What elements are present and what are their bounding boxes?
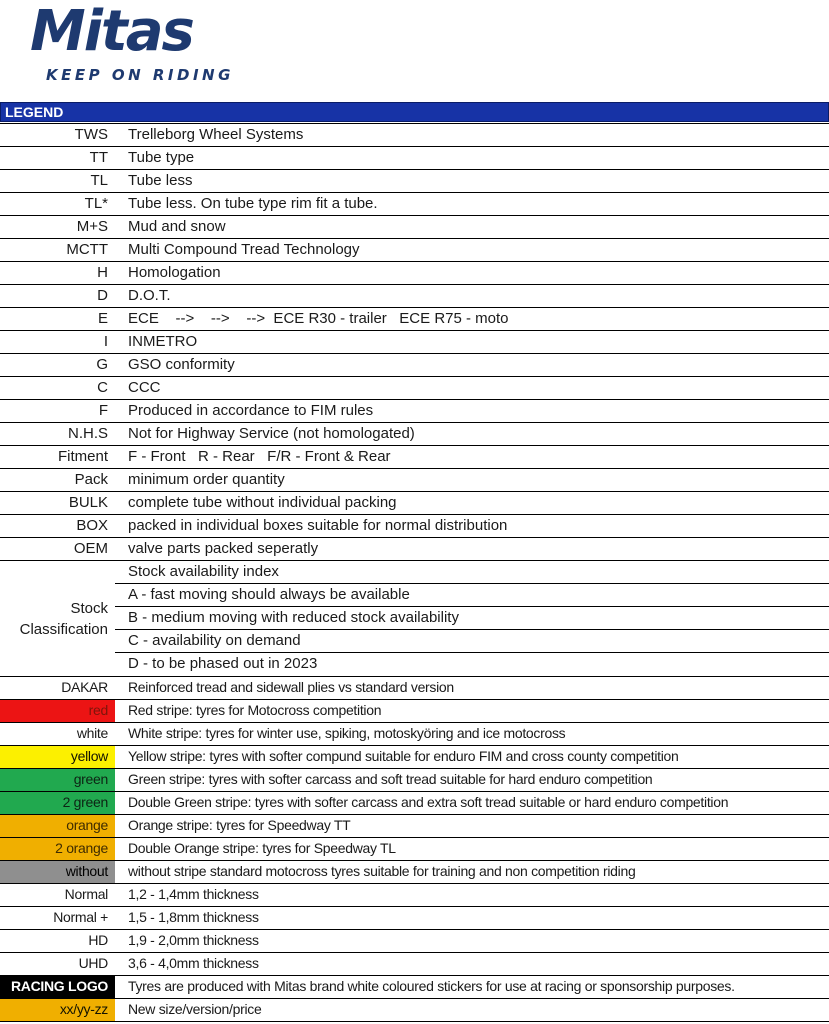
- row-code: D: [97, 287, 108, 304]
- table-row: [0, 815, 829, 838]
- table-row: [0, 953, 829, 976]
- table-row: [0, 930, 829, 953]
- row-code: green: [0, 769, 115, 791]
- row-desc: Yellow stripe: tyres with softer compund suitable for enduro FIM and cross county competition: [128, 748, 679, 764]
- row-desc: ECE --> --> --> ECE R30 - trailer ECE R75 - moto: [128, 310, 509, 327]
- stock-classification-subrow: C - availability on demand: [115, 630, 829, 653]
- row-code: 2 green: [0, 792, 115, 814]
- legend-table: [0, 123, 829, 1022]
- row-desc: without stripe standard motocross tyres suitable for training and non competition riding: [128, 863, 636, 879]
- row-desc: Tyres are produced with Mitas brand white coloured stickers for use at racing or sponsorship purposes.: [128, 978, 735, 994]
- row-desc: Tube less: [128, 172, 193, 189]
- stock-classification-label-line1: Stock: [70, 599, 108, 617]
- stock-classification-label: [0, 561, 115, 676]
- row-code: MCTT: [66, 241, 108, 258]
- table-row: [0, 331, 829, 354]
- table-row: [0, 239, 829, 262]
- row-desc: INMETRO: [128, 333, 198, 350]
- row-desc: complete tube without individual packing: [128, 494, 397, 511]
- table-row: [0, 515, 829, 538]
- table-row: [0, 400, 829, 423]
- row-code: DAKAR: [61, 679, 108, 695]
- row-desc: Homologation: [128, 264, 221, 281]
- row-code: C: [97, 379, 108, 396]
- row-desc: Red stripe: tyres for Motocross competition: [128, 702, 382, 718]
- table-row: [0, 193, 829, 216]
- row-desc: 1,2 - 1,4mm thickness: [128, 886, 259, 902]
- table-row: [0, 976, 829, 999]
- brand-tagline: KEEP ON RIDING: [46, 66, 234, 84]
- table-row: [0, 446, 829, 469]
- row-code: white: [76, 725, 108, 741]
- table-row: [0, 423, 829, 446]
- row-code: TT: [89, 149, 108, 166]
- stock-classification-subrow: B - medium moving with reduced stock availability: [115, 607, 829, 630]
- row-code: BULK: [68, 494, 108, 511]
- stock-classification-row: [0, 561, 829, 677]
- table-row: [0, 147, 829, 170]
- row-code: red: [0, 700, 115, 722]
- legend-header-bar: LEGEND: [0, 102, 829, 122]
- row-desc: packed in individual boxes suitable for normal distribution: [128, 517, 508, 534]
- row-desc: Reinforced tread and sidewall plies vs standard version: [128, 679, 454, 695]
- table-row: [0, 769, 829, 792]
- row-desc: Tube type: [128, 149, 195, 166]
- row-code: yellow: [0, 746, 115, 768]
- row-desc: minimum order quantity: [128, 471, 285, 488]
- row-code: without: [0, 861, 115, 883]
- table-row: [0, 377, 829, 400]
- row-desc: New size/version/price: [128, 1001, 262, 1017]
- table-row: [0, 170, 829, 193]
- row-desc: F - Front R - Rear F/R - Front & Rear: [128, 448, 391, 465]
- row-code: Normal: [64, 886, 108, 902]
- row-code: 2 orange: [0, 838, 115, 860]
- table-row: [0, 884, 829, 907]
- row-desc: CCC: [128, 379, 161, 396]
- table-row: [0, 285, 829, 308]
- row-code: RACING LOGO: [0, 976, 115, 998]
- table-row: [0, 469, 829, 492]
- row-desc: Tube less. On tube type rim fit a tube.: [128, 195, 378, 212]
- row-code: Normal +: [53, 909, 108, 925]
- row-desc: D.O.T.: [128, 287, 171, 304]
- row-desc: Mud and snow: [128, 218, 226, 235]
- row-code: E: [97, 310, 108, 327]
- row-desc: GSO conformity: [128, 356, 235, 373]
- row-code: OEM: [73, 540, 108, 557]
- row-desc: Trelleborg Wheel Systems: [128, 126, 304, 143]
- table-row: [0, 492, 829, 515]
- row-desc: 1,5 - 1,8mm thickness: [128, 909, 259, 925]
- row-code: F: [98, 402, 108, 419]
- table-row: [0, 861, 829, 884]
- row-desc: Not for Highway Service (not homologated): [128, 425, 415, 442]
- stock-classification-sublist: [115, 561, 829, 676]
- table-row: [0, 262, 829, 285]
- row-desc: valve parts packed seperatly: [128, 540, 319, 557]
- table-row: [0, 308, 829, 331]
- row-code: TL: [90, 172, 108, 189]
- table-row: [0, 792, 829, 815]
- row-desc: Double Green stripe: tyres with softer carcass and extra soft tread suitable or hard enduro competition: [128, 794, 729, 810]
- row-desc: White stripe: tyres for winter use, spiking, motoskyöring and ice motocross: [128, 725, 566, 741]
- table-row: [0, 700, 829, 723]
- table-row: [0, 907, 829, 930]
- row-desc: 1,9 - 2,0mm thickness: [128, 932, 259, 948]
- row-desc: 3,6 - 4,0mm thickness: [128, 955, 259, 971]
- row-code: I: [103, 333, 108, 350]
- row-desc: Double Orange stripe: tyres for Speedway TL: [128, 840, 396, 856]
- row-code: Fitment: [57, 448, 108, 465]
- table-row: [0, 723, 829, 746]
- row-code: TL*: [84, 195, 108, 212]
- row-code: Pack: [74, 471, 108, 488]
- row-code: G: [96, 356, 108, 373]
- table-row: [0, 999, 829, 1022]
- table-row: [0, 838, 829, 861]
- row-code: xx/yy-zz: [0, 999, 115, 1021]
- row-desc: Multi Compound Tread Technology: [128, 241, 360, 258]
- table-row: [0, 746, 829, 769]
- row-code: HD: [88, 932, 108, 948]
- row-desc: Orange stripe: tyres for Speedway TT: [128, 817, 351, 833]
- row-code: N.H.S: [67, 425, 108, 442]
- table-row: [0, 354, 829, 377]
- row-desc: Green stripe: tyres with softer carcass and soft tread suitable for hard enduro competition: [128, 771, 653, 787]
- page-header: [0, 0, 829, 102]
- row-code: H: [97, 264, 108, 281]
- table-row: [0, 124, 829, 147]
- stock-classification-subrow: A - fast moving should always be available: [115, 584, 829, 607]
- row-code: BOX: [76, 517, 108, 534]
- row-code: UHD: [78, 955, 108, 971]
- table-row: [0, 216, 829, 239]
- stock-classification-label-line2: Classification: [19, 620, 108, 638]
- table-row: [0, 538, 829, 561]
- row-code: TWS: [74, 126, 108, 143]
- stock-classification-subrow: Stock availability index: [115, 561, 829, 584]
- table-row: [0, 677, 829, 700]
- row-code: M+S: [76, 218, 108, 235]
- row-desc: Produced in accordance to FIM rules: [128, 402, 374, 419]
- stock-classification-subrow: D - to be phased out in 2023: [128, 655, 318, 672]
- row-code: orange: [0, 815, 115, 837]
- mitas-logo: Mitas: [30, 0, 193, 64]
